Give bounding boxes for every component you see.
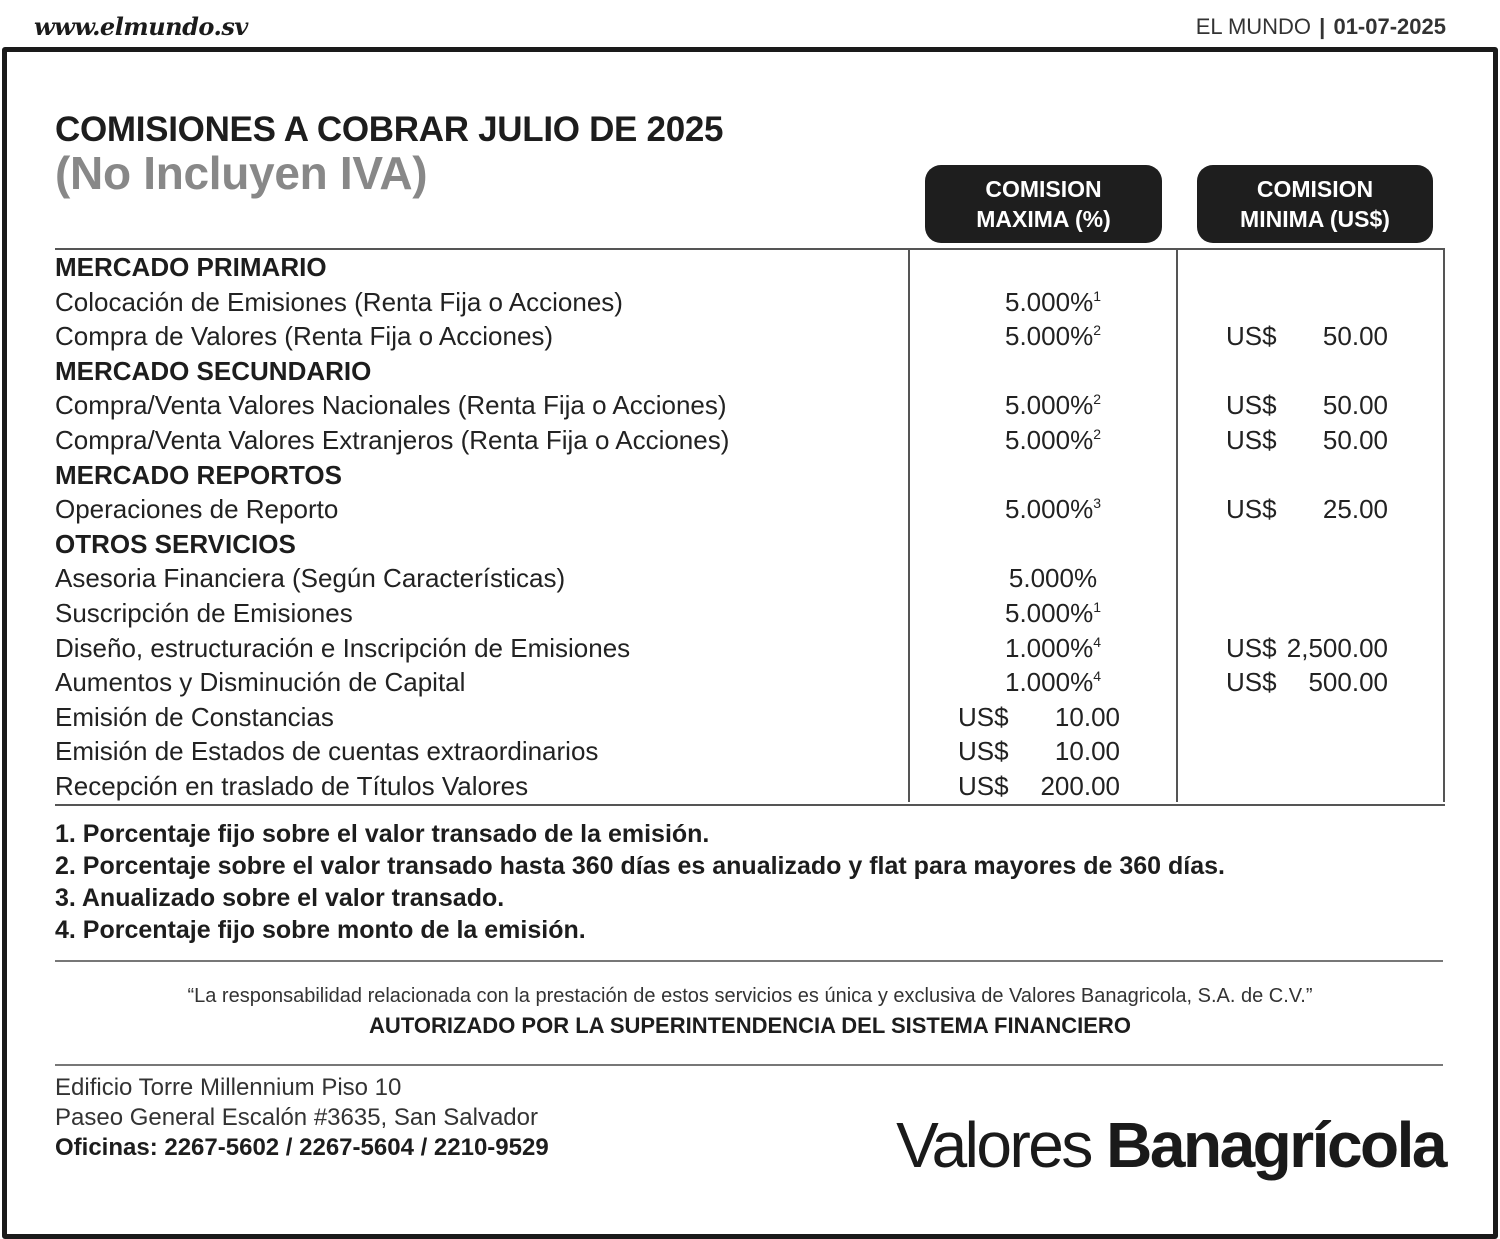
footnote-ref: 1 [1093,599,1101,615]
table-row [55,423,1445,457]
column-header-min-line1: COMISION [1256,176,1374,202]
max-currency: US$ [958,701,1009,732]
min-amount: 2,500.00 [1286,632,1388,663]
max-amount: 10.00 [1054,736,1120,767]
address-line-2: Paseo General Escalón #3635, San Salvador [55,1104,538,1131]
max-commission-value: 1.000% [1005,632,1094,663]
table-row [55,734,1445,768]
max-commission [908,665,1198,699]
row-description: Asesoria Financiera (Según Características) [55,563,566,594]
edition-info [1196,14,1446,40]
max-commission [908,285,1198,319]
row-description: Operaciones de Reporto [55,494,339,525]
page-subtitle: (No Incluyen IVA) [55,147,428,199]
site-url[interactable]: www.elmundo.sv [34,12,248,41]
table-row [55,388,1445,422]
footnote-ref: 2 [1093,426,1101,442]
max-commission [908,319,1198,353]
table-row [55,285,1445,319]
row-description: Recepción en traslado de Títulos Valores [55,771,529,801]
max-commission [908,631,1198,665]
column-header-max-line1: COMISION [985,176,1102,202]
row-description: Compra de Valores (Renta Fija o Acciones) [55,321,554,352]
row-description: Emisión de Constancias [55,701,334,732]
address-line-1: Edificio Torre Millennium Piso 10 [55,1074,402,1101]
row-description: Diseño, estructuración e Inscripción de Emisiones [55,632,631,663]
min-currency: US$ [1226,494,1277,525]
table-row [55,492,1445,526]
row-description: OTROS SERVICIOS [55,528,296,559]
office-phones: Oficinas: 2267-5602 / 2267-5604 / 2210-9529 [55,1134,549,1161]
edition-date: 01-07-2025 [1333,14,1446,39]
max-commission [908,492,1198,526]
max-commission-value: 5.000% [1005,494,1094,525]
row-description: Suscripción de Emisiones [55,598,353,628]
row-description: Emisión de Estados de cuentas extraordinarios [55,736,599,767]
row-description: MERCADO REPORTOS [55,459,342,490]
row-description: Aumentos y Disminución de Capital [55,667,466,698]
logo-word-1: Valores [896,1109,1091,1181]
authorization-note: AUTORIZADO POR LA SUPERINTENDENCIA DEL SISTEMA FINANCIERO [369,1013,1131,1038]
edition-separator: | [1319,14,1326,39]
max-commission-value: 5.000% [1008,563,1098,594]
max-commission-value: 5.000% [1005,286,1094,317]
max-currency: US$ [958,736,1009,767]
table-row [55,769,1445,803]
table-row [55,596,1445,630]
page-title: COMISIONES A COBRAR JULIO DE 2025 [55,110,724,149]
address-block [55,1073,549,1163]
section-heading [55,458,1445,492]
section-heading [55,354,1445,388]
max-amount: 10.00 [1054,701,1120,732]
disclaimer: “La responsabilidad relacionada con la prestación de estos servicios es única y exclusiva de Valores Banagricola, S.A. de C.V.” [187,985,1313,1007]
max-commission [908,388,1198,422]
min-amount: 50.00 [1322,321,1388,352]
min-currency: US$ [1226,425,1277,455]
paper-name: EL MUNDO [1195,14,1312,39]
max-commission-value: 5.000% [1005,390,1094,421]
footnote-2: 2. Porcentaje sobre el valor transado hasta 360 días es anualizado y flat para mayores de 360 días. [55,852,1225,880]
table-row [55,631,1445,665]
max-currency: US$ [958,771,1009,801]
min-currency: US$ [1226,632,1277,663]
min-currency: US$ [1226,390,1277,421]
min-currency: US$ [1226,667,1277,698]
column-header-max-line2: MAXIMA (%) [976,206,1111,232]
table-row [55,700,1445,734]
footnotes [55,818,1225,946]
table-row [55,561,1445,595]
footnote-ref: 2 [1093,391,1101,408]
footnote-ref: 1 [1093,287,1101,304]
min-amount: 50.00 [1322,425,1388,455]
row-description: MERCADO PRIMARIO [55,252,327,282]
section-heading [55,527,1445,561]
max-amount: 200.00 [1040,771,1120,801]
min-amount: 500.00 [1308,667,1388,698]
max-commission-value: 1.000% [1005,667,1094,698]
table-row [55,665,1445,699]
row-description: Compra/Venta Valores Nacionales (Renta Fija o Acciones) [55,390,727,421]
divider-bottom [55,1064,1443,1066]
footnote-ref: 2 [1093,322,1101,339]
footnote-ref: 4 [1093,668,1101,685]
max-commission [908,561,1198,595]
max-commission-value: 5.000% [1005,598,1094,628]
max-commission [908,423,1198,457]
divider-top [55,960,1443,962]
logo-word-2: Banagrícola [1106,1109,1445,1181]
max-commission-value: 5.000% [1005,321,1094,352]
min-currency: US$ [1226,321,1277,352]
section-heading [55,250,1445,284]
row-description: Compra/Venta Valores Extranjeros (Renta Fija o Acciones) [55,425,730,455]
max-commission-value: 5.000% [1005,425,1094,455]
column-header-max [925,165,1162,243]
min-amount: 50.00 [1322,390,1388,421]
column-header-min-line2: MINIMA (US$) [1240,206,1390,232]
min-amount: 25.00 [1322,494,1388,525]
footnote-4: 4. Porcentaje fijo sobre monto de la emisión. [55,916,586,944]
column-header-min [1197,165,1433,243]
row-description: MERCADO SECUNDARIO [55,355,372,386]
footnote-ref: 3 [1093,495,1101,512]
footnote-ref: 4 [1093,633,1101,650]
table-row [55,319,1445,353]
footnote-3: 3. Anualizado sobre el valor transado. [55,884,505,912]
brand-logo [896,1108,1445,1182]
footnote-1: 1. Porcentaje fijo sobre el valor transado de la emisión. [55,820,710,848]
max-commission [908,596,1198,630]
row-description: Colocación de Emisiones (Renta Fija o Acciones) [55,286,623,317]
